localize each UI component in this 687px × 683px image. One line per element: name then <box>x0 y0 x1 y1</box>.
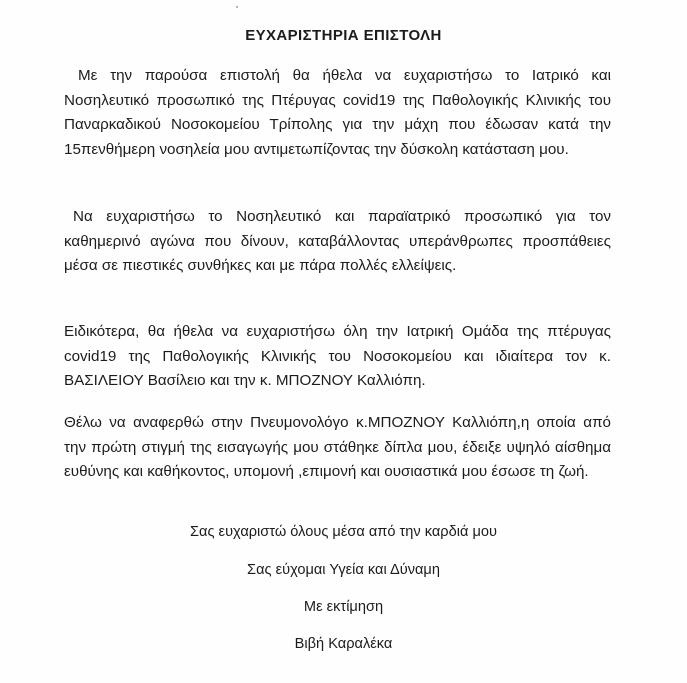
paragraph-2: Να ευχαριστήσω το Νοσηλευτικό και παραϊατρικό προσωπικό για τον καθημερινό αγώνα που δίνουν, καταβάλλοντας υπεράνθρωπες προσπάθειες μέσα σε πιεστικές συνθήκες και με πάρα πολλές ελλείψεις. <box>64 208 611 275</box>
paragraph-1: Με την παρούσα επιστολή θα ήθελα να ευχαριστήσω το Ιατρικό και Νοσηλευτικό προσωπικό της Πτέρυγας covid19 της Παθολογικής Κλινικής του Παναρκαδικού Νοσοκομείου Τρίπολης για την μάχη που έδωσαν κατά την 15πενθήμερη νοσηλεία μου αντιμετωπίζοντας την δύσκολη κατάσταση μου. <box>64 67 611 158</box>
closing-wishes: Σας εύχομαι Υγεία και Δύναμη <box>247 562 440 578</box>
paragraph-3: Ειδικότερα, θα ήθελα να ευχαριστήσω όλη την Ιατρική Ομάδα της πτέρυγας covid19 της Παθολογικής Κλινικής του Νοσοκομείου και ιδιαίτερα τον κ. ΒΑΣΙΛΕΙΟΥ Βασίλειο και την κ. ΜΠΟΖΝΟΥ Καλλιόπη. <box>64 323 611 390</box>
letter-title: ΕΥΧΑΡΙΣΤΗΡΙΑ ΕΠΙΣΤΟΛΗ <box>245 27 442 44</box>
closing-regards: Με εκτίμηση <box>303 599 384 615</box>
signature-name: Βιβή Καραλέκα <box>294 636 393 652</box>
paragraph-4: Θέλω να αναφερθώ στην Πνευμονολόγο κ.ΜΠΟΖΝΟΥ Καλλιόπη,η οποία από την πρώτη στιγμή της εισαγωγής μου στάθηκε δίπλα μου, έδειξε υψηλό αίσθημα ευθύνης και καθήκοντος, υπομονή ,επιμονή και ουσιαστικά μου έσωσε τη ζωή. <box>64 414 611 481</box>
scan-speck <box>236 6 238 8</box>
closing-thanks: Σας ευχαριστώ όλους μέσα από την καρδιά μου <box>190 524 497 540</box>
